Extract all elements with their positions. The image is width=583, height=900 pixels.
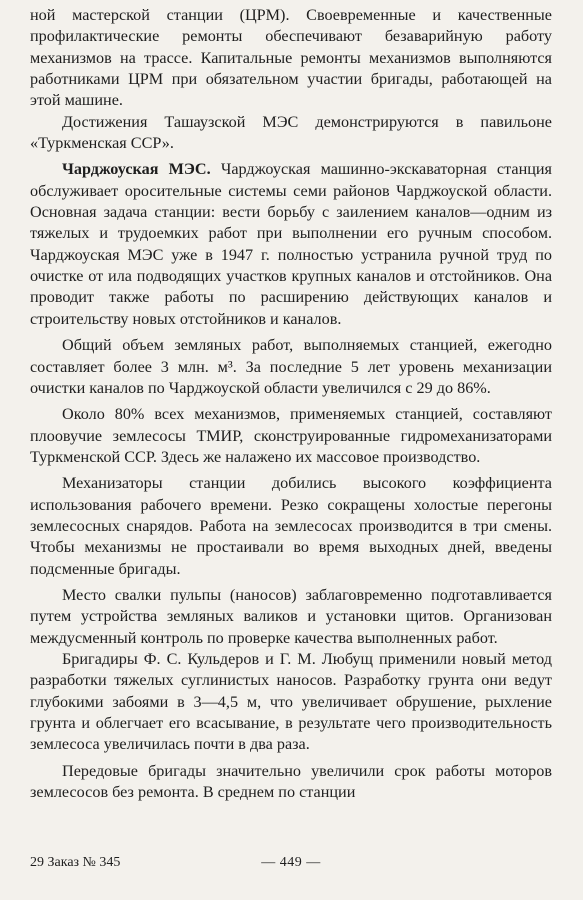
section-text: Чарджоуская машинно-экскаваторная станция обслуживает оросительные системы семи районов Чарджоуской области. Основная задача станции: вести борьбу с заилением каналов—одним из тяжелых и трудоемких работ при выполнении его ручным способом. Чарджоуская МЭС уже в 1947 г. полностью устранила ручной труд по очистке от ила подводящих участков крупных каналов и отстойников. Она проводит также работы по расширению действующих каналов и строительству новых отстойников и каналов. bbox=[30, 160, 553, 328]
section-heading: Чарджоуская МЭС. bbox=[62, 160, 211, 179]
page-number: — 449 — bbox=[261, 855, 321, 870]
printer-signature: 29 Заказ № 345 bbox=[30, 855, 121, 870]
paragraph: Общий объем земляных работ, выполняемых станцией, ежегодно составляет более 3 млн. м³. За последние 5 лет уровень механизации очистки каналов по Чарджоуской области увеличился с 29 до 86%. bbox=[30, 336, 552, 397]
paragraph: Место свалки пульпы (наносов) заблаговременно подготавливается путем устройства земляных валиков и установки щитов. Организован междусменный контроль по проверке качества выполненных работ. bbox=[30, 585, 552, 647]
paragraph: Достижения Ташаузской МЭС демонстрируются в павильоне «Туркменская ССР». bbox=[30, 112, 552, 153]
paragraph: Механизаторы станции добились высокого коэффициента использования рабочего времени. Резко сокращены холостые перегоны землесосных снарядов. Работа на землесосах производится в три смены. Чтобы механизмы не простаивали во время выходных дней, введены подсменные бригады. bbox=[30, 474, 552, 578]
paragraph: Передовые бригады значительно увеличили срок работы моторов землесосов без ремонта. В среднем по станции bbox=[30, 761, 552, 802]
paragraph: Бригадиры Ф. С. Кульдеров и Г. М. Любущ применили новый метод разработки тяжелых суглинистых наносов. Разработку грунта они ведут глубокими забоями в 3—4,5 м, что увеличивает обрушение, рыхление грунта и облегчает его всасывание, в результате чего производительность землесоса увеличилась почти в два раза. bbox=[30, 649, 552, 754]
page-footer bbox=[30, 853, 552, 873]
section-paragraph bbox=[30, 159, 552, 330]
paragraph-continued: ной мастерской станции (ЦРМ). Своевременные и качественные профилактические ремонты обеспечивают безаварийную работу механизмов на трассе. Капитальные ремонты механизмов выполняются работниками ЦРМ при обязательном участии бригады, работающей на этой машине. bbox=[30, 6, 552, 110]
page-body bbox=[30, 5, 552, 803]
paragraph: Около 80% всех механизмов, применяемых станцией, составляют плоовучие землесосы ТМИР, сконструированные гидромеханизаторами Туркменской ССР. Здесь же налажено их массовое производство. bbox=[30, 405, 552, 466]
